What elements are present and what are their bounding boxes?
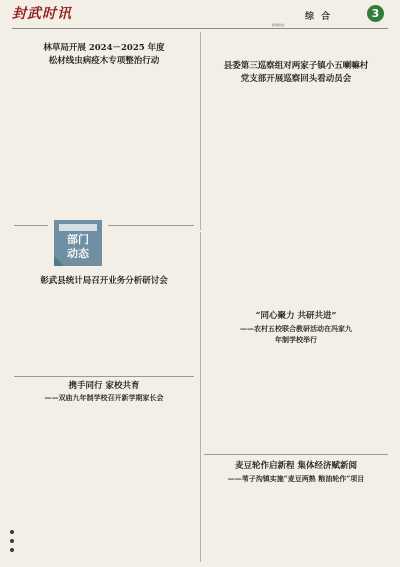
- page-number-badge: 3: [367, 5, 384, 22]
- article-2-body-continued-left: [205, 232, 294, 302]
- article-5-body-col-1: [14, 410, 70, 560]
- article-4-body-left: [205, 354, 294, 450]
- article-5-title-line-2: ——双庙九年制学校召开新学期家长会: [44, 393, 164, 402]
- section-divider: [14, 376, 194, 377]
- section-divider: [14, 225, 48, 226]
- article-2-body-right: [298, 96, 387, 224]
- column-divider: [200, 32, 201, 230]
- department-news-banner: [54, 220, 102, 266]
- article-5-body-col-3: [134, 410, 194, 560]
- article-6-body-left: [205, 490, 294, 560]
- article-5-title-line-1: 携手同行 家校共育: [68, 381, 140, 391]
- section-divider: [204, 454, 388, 455]
- article-4-subtitle: [204, 323, 388, 345]
- article-3-body-right: [106, 294, 194, 370]
- section-divider: [108, 225, 194, 226]
- article-1-title-line-2: 松材线虫病疫木专项整治行动: [48, 56, 160, 66]
- banner-corner: [54, 256, 64, 266]
- article-3-title: 彰武县统计局召开业务分析研讨会: [40, 276, 168, 286]
- article-2-title-line-2: 党支部开展巡察回头看动员会: [240, 74, 352, 84]
- column-divider: [200, 232, 201, 382]
- article-2-title-line-1: 县委第三巡察组对两家子镇小五喇嘛村: [223, 61, 369, 71]
- section-name: 综 合: [305, 12, 333, 22]
- page-decoration-dots: [10, 530, 20, 560]
- article-6-body-right: [298, 490, 387, 560]
- article-5-body-col-2: [74, 410, 130, 560]
- article-4-title-line-3: 年制学校举行: [275, 335, 317, 344]
- article-4-body-right: [298, 354, 387, 450]
- article-4-title-line-1: “同心聚力 共研共进”: [255, 311, 337, 321]
- article-1-title-line-1: 林草局开展 2024－2025 年度: [43, 43, 165, 53]
- article-6-title-line-2: ——苇子沟镇实施“麦豆两熟 粮油轮作”项目: [227, 474, 365, 483]
- banner-label-line-1: 部门: [67, 233, 89, 246]
- article-4-title-line-2: ——农村五校联合教研活动在冯家九: [240, 324, 352, 333]
- article-1-body-left: [14, 82, 102, 212]
- article-2-body-continued-right: [298, 232, 387, 302]
- header-divider: [12, 28, 388, 29]
- article-3-body-left: [14, 294, 102, 370]
- banner-label-line-2: 动态: [67, 247, 89, 260]
- article-1-body-right: [106, 82, 194, 212]
- publication-info: 新闻热线:: [272, 23, 286, 27]
- masthead-logo: 封武时讯: [12, 6, 72, 22]
- article-2-body-left: [205, 96, 294, 224]
- column-divider: [200, 376, 201, 562]
- article-6-title-line-1: 麦豆轮作启新程 集体经济赋新阅: [235, 461, 357, 471]
- banner-highlight: [59, 224, 97, 231]
